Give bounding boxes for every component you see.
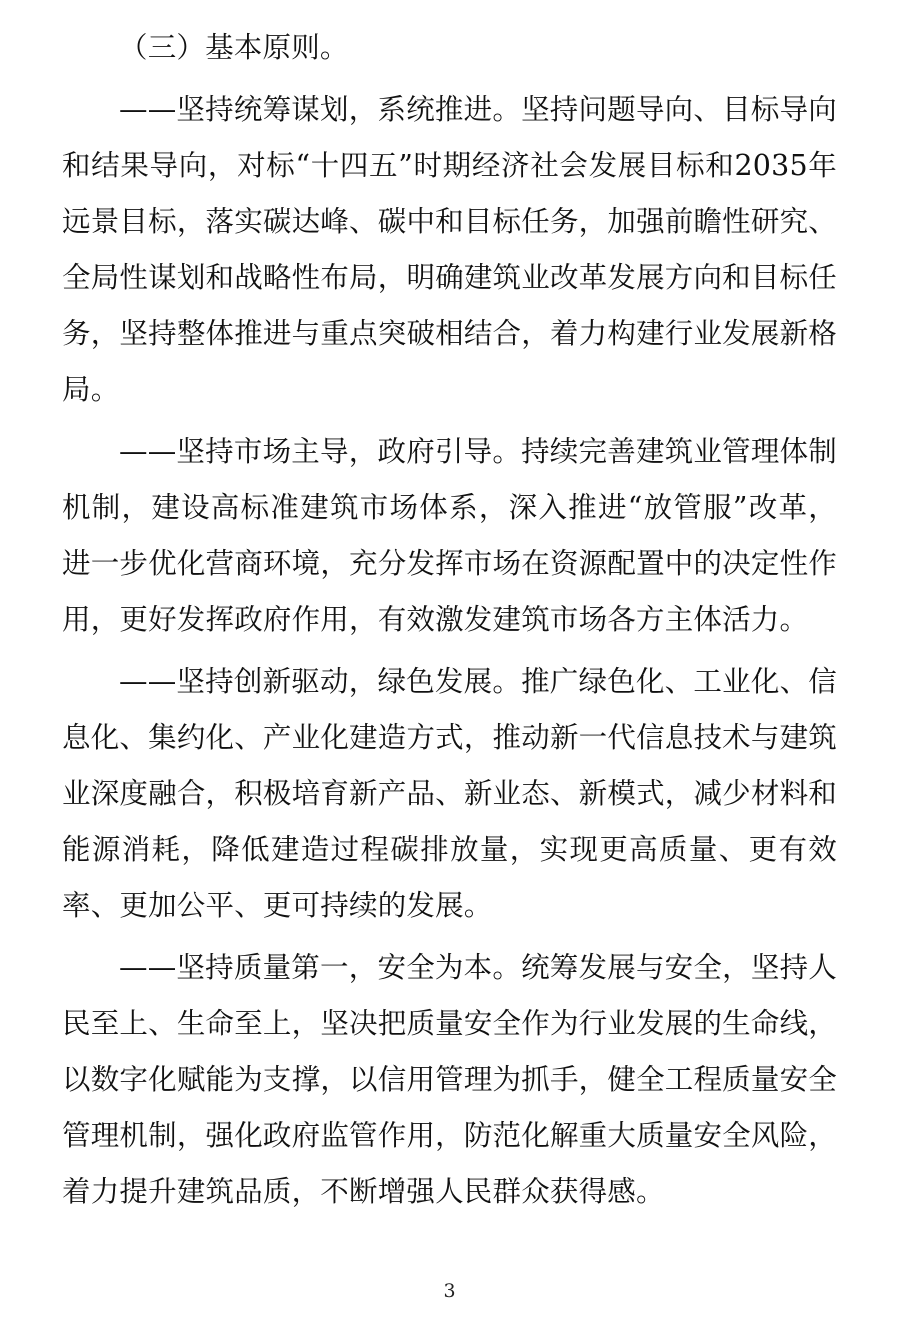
document-body xyxy=(62,14,837,1220)
paragraph-section-heading: （三）基本原则。 xyxy=(119,31,349,64)
paragraph-principle-quality: ——坚持质量第一，安全为本。统筹发展与安全，坚持人民至上、生命至上，坚决把质量安全作为行业发展的生命线，以数字化赋能为支撑，以信用管理为抓手，健全工程质量安全管理机制，强化政府监管作用，防范化解重大质量安全风险，着力提升建筑品质，不断增强人民群众获得感。 xyxy=(62,951,837,1208)
paragraph-principle-market: ——坚持市场主导，政府引导。持续完善建筑业管理体制机制，建设高标准建筑市场体系，深入推进“放管服”改革，进一步优化营商环境，充分发挥市场在资源配置中的决定性作用，更好发挥政府作用，有效激发建筑市场各方主体活力。 xyxy=(62,435,837,636)
paragraph-principle-planning: ——坚持统筹谋划，系统推进。坚持问题导向、目标导向和结果导向，对标“十四五”时期经济社会发展目标和2035年远景目标，落实碳达峰、碳中和目标任务，加强前瞻性研究、全局性谋划和战略性布局，明确建筑业改革发展方向和目标任务，坚持整体推进与重点突破相结合，着力构建行业发展新格局。 xyxy=(62,93,837,406)
page-number: 3 xyxy=(443,1280,456,1302)
paragraph-principle-innovation: ——坚持创新驱动，绿色发展。推广绿色化、工业化、信息化、集约化、产业化建造方式，推动新一代信息技术与建筑业深度融合，积极培育新产品、新业态、新模式，减少材料和能源消耗，降低建造过程碳排放量，实现更高质量、更有效率、更加公平、更可持续的发展。 xyxy=(62,665,837,922)
